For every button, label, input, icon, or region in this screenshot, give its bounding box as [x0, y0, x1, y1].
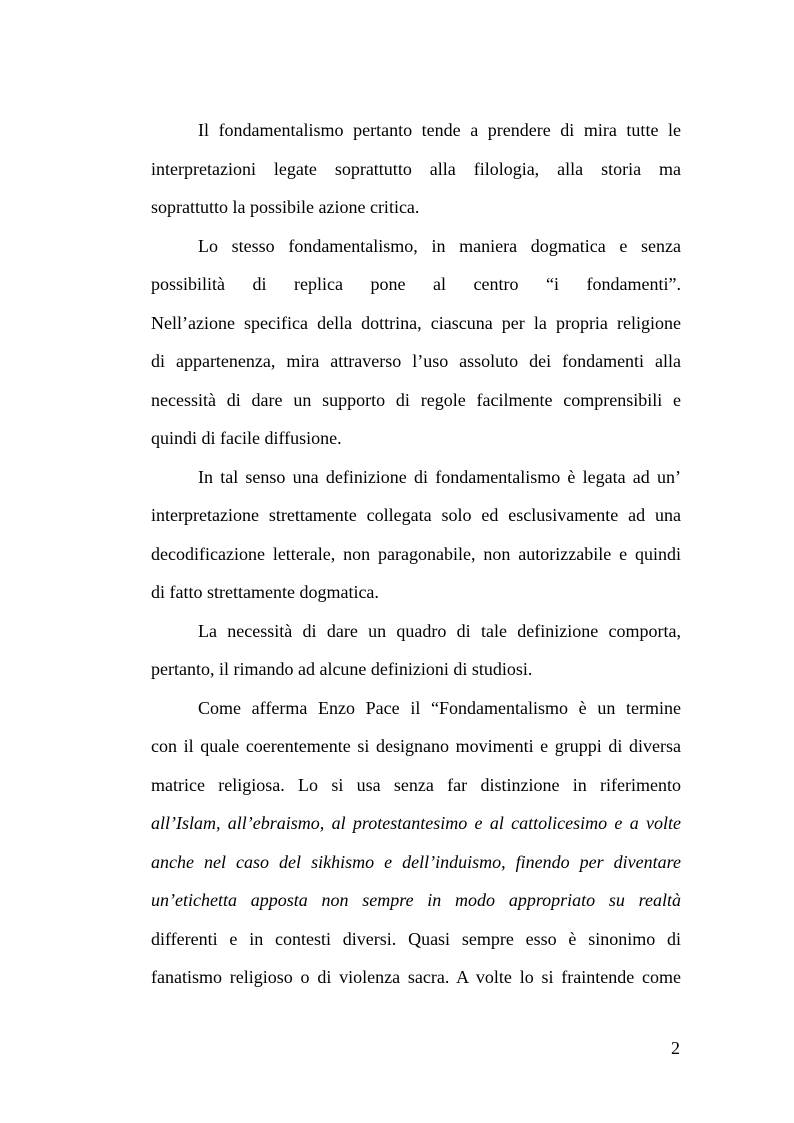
text-line: interpretazione strettamente collegata solo ed esclusivamente ad una [151, 505, 681, 525]
paragraph-5 [151, 689, 681, 997]
text-line: Nell’azione specifica della dottrina, ciascuna per la propria religione [151, 312, 681, 333]
text-line: In tal senso una definizione di fondamentalismo è legata ad un’ [198, 466, 681, 487]
text-line: fanatismo religioso o di violenza sacra. A volte lo si fraintende come [151, 967, 681, 987]
paragraph-4 [151, 612, 681, 689]
text-line: Come afferma Enzo Pace il “Fondamentalismo è un termine [198, 697, 681, 718]
page-number: 2 [671, 1038, 680, 1058]
text-line: possibilità di replica pone al centro “i fondamenti”. [151, 274, 681, 294]
text-line: interpretazioni legate soprattutto alla filologia, alla storia ma [151, 158, 681, 179]
text-line: differenti e in contesti diversi. Quasi sempre esso è sinonimo di [151, 928, 681, 949]
text-line-italic: all’Islam, all’ebraismo, al protestantesimo e al cattolicesimo e a volte [151, 813, 681, 833]
text-line: con il quale coerentemente si designano movimenti e gruppi di diversa [151, 736, 681, 756]
text-line: decodificazione letterale, non paragonabile, non autorizzabile e quindi [151, 543, 681, 564]
text-line: di fatto strettamente dogmatica. [151, 582, 379, 602]
text-line: Lo stesso fondamentalismo, in maniera dogmatica e senza [198, 235, 681, 256]
text-line: La necessità di dare un quadro di tale definizione comporta, [198, 620, 681, 641]
paragraph-3 [151, 458, 681, 612]
paragraph-2 [151, 227, 681, 458]
text-line: Il fondamentalismo pertanto tende a prendere di mira tutte le [198, 120, 681, 140]
text-line: matrice religiosa. Lo si usa senza far distinzione in riferimento [151, 774, 681, 795]
text-line: di appartenenza, mira attraverso l’uso assoluto dei fondamenti alla [151, 351, 681, 371]
text-line: soprattutto la possibile azione critica. [151, 197, 420, 217]
page-body [151, 111, 681, 997]
text-line: necessità di dare un supporto di regole facilmente comprensibili e [151, 389, 681, 410]
text-line: pertanto, il rimando ad alcune definizioni di studiosi. [151, 659, 533, 679]
text-line-italic: anche nel caso del sikhismo e dell’induismo, finendo per diventare [151, 851, 681, 872]
text-line: quindi di facile diffusione. [151, 428, 342, 448]
paragraph-1 [151, 111, 681, 227]
text-line-italic: un’etichetta apposta non sempre in modo appropriato su realtà [151, 890, 681, 910]
